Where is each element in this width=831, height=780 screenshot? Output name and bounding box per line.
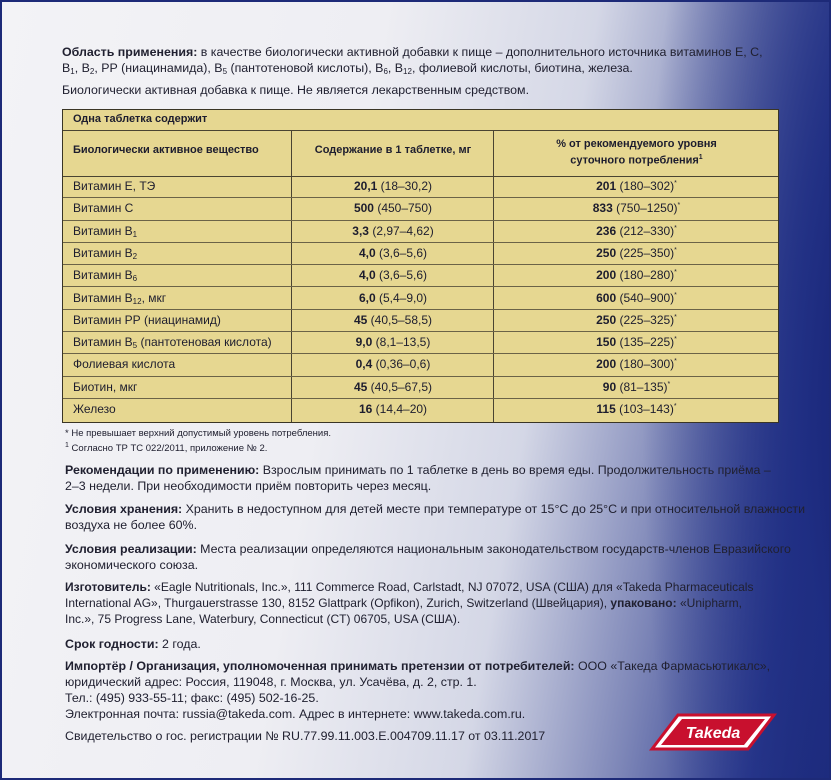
percent-value: 150 (135–225)* bbox=[596, 335, 677, 350]
sale-label: Условия реализации: bbox=[65, 542, 197, 556]
header-content: Содержание в 1 таблетке, мг bbox=[314, 144, 472, 156]
percent-value: 833 (750–1250)* bbox=[592, 201, 681, 216]
table-row bbox=[63, 198, 778, 220]
table-row bbox=[63, 332, 778, 354]
sale-section: Условия реализации: Места реализации определяются национальным законодательством государств-членов Евразийского экономического союза. bbox=[65, 542, 791, 572]
percent-value: 600 (540–900)* bbox=[596, 290, 677, 305]
footnote-2: $^1$ Согласно ТР ТС 022/2011, приложение № 2. bbox=[65, 442, 268, 455]
storage-section: Условия хранения: Хранить в недоступном для детей месте при температуре от 15°С до 25°С и при относительной влажности воздуха не более 60%. bbox=[65, 502, 805, 532]
usage-label: Рекомендации по применению: bbox=[65, 463, 260, 477]
composition-table bbox=[62, 109, 779, 423]
substance-name: Витамин В2 bbox=[73, 245, 138, 261]
content-value: 4,0 (3,6–5,6) bbox=[358, 268, 428, 283]
registration-certificate: Свидетельство о гос. регистрации № RU.77.99.11.003.Е.004709.11.17 от 03.11.2017 bbox=[65, 729, 546, 743]
substance-name: Фолиевая кислота bbox=[73, 357, 176, 372]
takeda-logo bbox=[648, 709, 778, 755]
maker-label: Изготовитель: bbox=[65, 580, 151, 594]
table-caption: Одна таблетка содержит bbox=[73, 113, 208, 125]
substance-name: Витамин Е, ТЭ bbox=[73, 179, 156, 193]
percent-value: 90 (81–135)* bbox=[602, 379, 671, 394]
substance-name: Витамин РР (ниацинамид) bbox=[73, 312, 221, 327]
substance-name: Витамин В12, мкг bbox=[73, 290, 167, 306]
content-value: 45 (40,5–67,5) bbox=[353, 379, 433, 394]
logo-text: Takeda bbox=[685, 725, 741, 742]
intro-label: Область применения: bbox=[62, 45, 198, 59]
content-value: 45 (40,5–58,5) bbox=[353, 312, 433, 327]
content-value: 500 (450–750) bbox=[353, 201, 433, 216]
substance-name: Железо bbox=[73, 402, 116, 416]
content-value: 9,0 (8,1–13,5) bbox=[355, 335, 431, 350]
table-row bbox=[63, 377, 778, 399]
intro-text: в качестве биологически активной добавки к пище – дополнительного источника витаминов Е, С, bbox=[197, 45, 763, 59]
maker-section: Изготовитель: «Eagle Nutritionals, Inc.», 111 Commerce Road, Carlstadt, NJ 07072, USA (США) для «Takeda Pharmaceuticals International AG», Thurgauerstrasse 130, 8152 Glattpark (Opfikon), Zurich, Switzerland (Швейцария), упаковано: «Unipharm, Inc.», 75 Progress Lane, Waterbury, Connecticut (CT) 06705, USA (США). bbox=[65, 580, 754, 626]
substance-name: Витамин В6 bbox=[73, 268, 138, 284]
intro-line2: В1, В2, РР (ниацинамида), В5 (пантотеновой кислоты), В6, В12, фолиевой кислоты, биотина, железа. bbox=[62, 61, 633, 76]
intro-note: Биологически активная добавка к пище. Не является лекарственным средством. bbox=[62, 83, 530, 97]
percent-value: 250 (225–325)* bbox=[596, 312, 677, 327]
substance-name: Биотин, мкг bbox=[73, 379, 138, 394]
percent-value: 236 (212–330)* bbox=[596, 223, 677, 238]
importer-section: Импортёр / Организация, уполномоченная принимать претензии от потребителей: ООО «Такеда Фармасьютикалс», юридический адрес: Россия, 119048, г. Москва, ул. Усачёва, д. 2, стр. 1. Тел.: (495) 933-55-11; факс: (495) 502-16-25. Электронная почта: russia@takeda.com. Адрес в интернете: www.takeda.com.ru. bbox=[65, 659, 771, 721]
percent-value: 200 (180–280)* bbox=[596, 268, 677, 283]
table-row bbox=[63, 176, 778, 198]
content-value: 6,0 (5,4–9,0) bbox=[358, 290, 428, 305]
table-header-row bbox=[63, 130, 778, 177]
table-row bbox=[63, 243, 778, 265]
percent-value: 200 (180–300)* bbox=[596, 357, 677, 372]
content-value: 4,0 (3,6–5,6) bbox=[358, 245, 428, 260]
percent-value: 115 (103–143)* bbox=[596, 402, 677, 416]
header-percent: % от рекомендуемого уровня суточного потребления$^1$ bbox=[556, 138, 717, 167]
substance-name: Витамин В1 bbox=[73, 223, 138, 239]
shelf-life-section: Срок годности: 2 года. bbox=[65, 637, 201, 651]
content-value: 20,1 (18–30,2) bbox=[353, 179, 433, 193]
table-row bbox=[63, 354, 778, 376]
table-row bbox=[63, 399, 778, 421]
percent-value: 201 (180–302)* bbox=[596, 179, 677, 193]
percent-value: 250 (225–350)* bbox=[596, 245, 677, 260]
substance-name: Витамин С bbox=[73, 201, 134, 216]
header-substance: Биологически активное вещество bbox=[73, 144, 259, 156]
content-value: 3,3 (2,97–4,62) bbox=[352, 223, 434, 238]
table-row bbox=[63, 221, 778, 243]
content-value: 0,4 (0,36–0,6) bbox=[355, 357, 431, 372]
usage-section: Рекомендации по применению: Взрослым принимать по 1 таблетке в день во время еды. Продолжительность приёма – 2–3 недели. При необходимости приём повторить через месяц. bbox=[65, 463, 771, 493]
shelf-label: Срок годности: bbox=[65, 637, 159, 651]
importer-label: Импортёр / Организация, уполномоченная принимать претензии от потребителей: bbox=[65, 659, 575, 673]
intro-line1 bbox=[62, 44, 829, 60]
content-value: 16 (14,4–20) bbox=[358, 402, 428, 416]
substance-name: Витамин В5 (пантотеновая кислота) bbox=[73, 335, 272, 351]
footnote-1: * Не превышает верхний допустимый уровень потребления. bbox=[65, 428, 332, 439]
table-row bbox=[63, 310, 778, 332]
storage-label: Условия хранения: bbox=[65, 502, 183, 516]
table-row bbox=[63, 288, 778, 310]
package-panel bbox=[2, 2, 829, 778]
table-row bbox=[63, 265, 778, 287]
table-caption-row bbox=[63, 110, 778, 131]
